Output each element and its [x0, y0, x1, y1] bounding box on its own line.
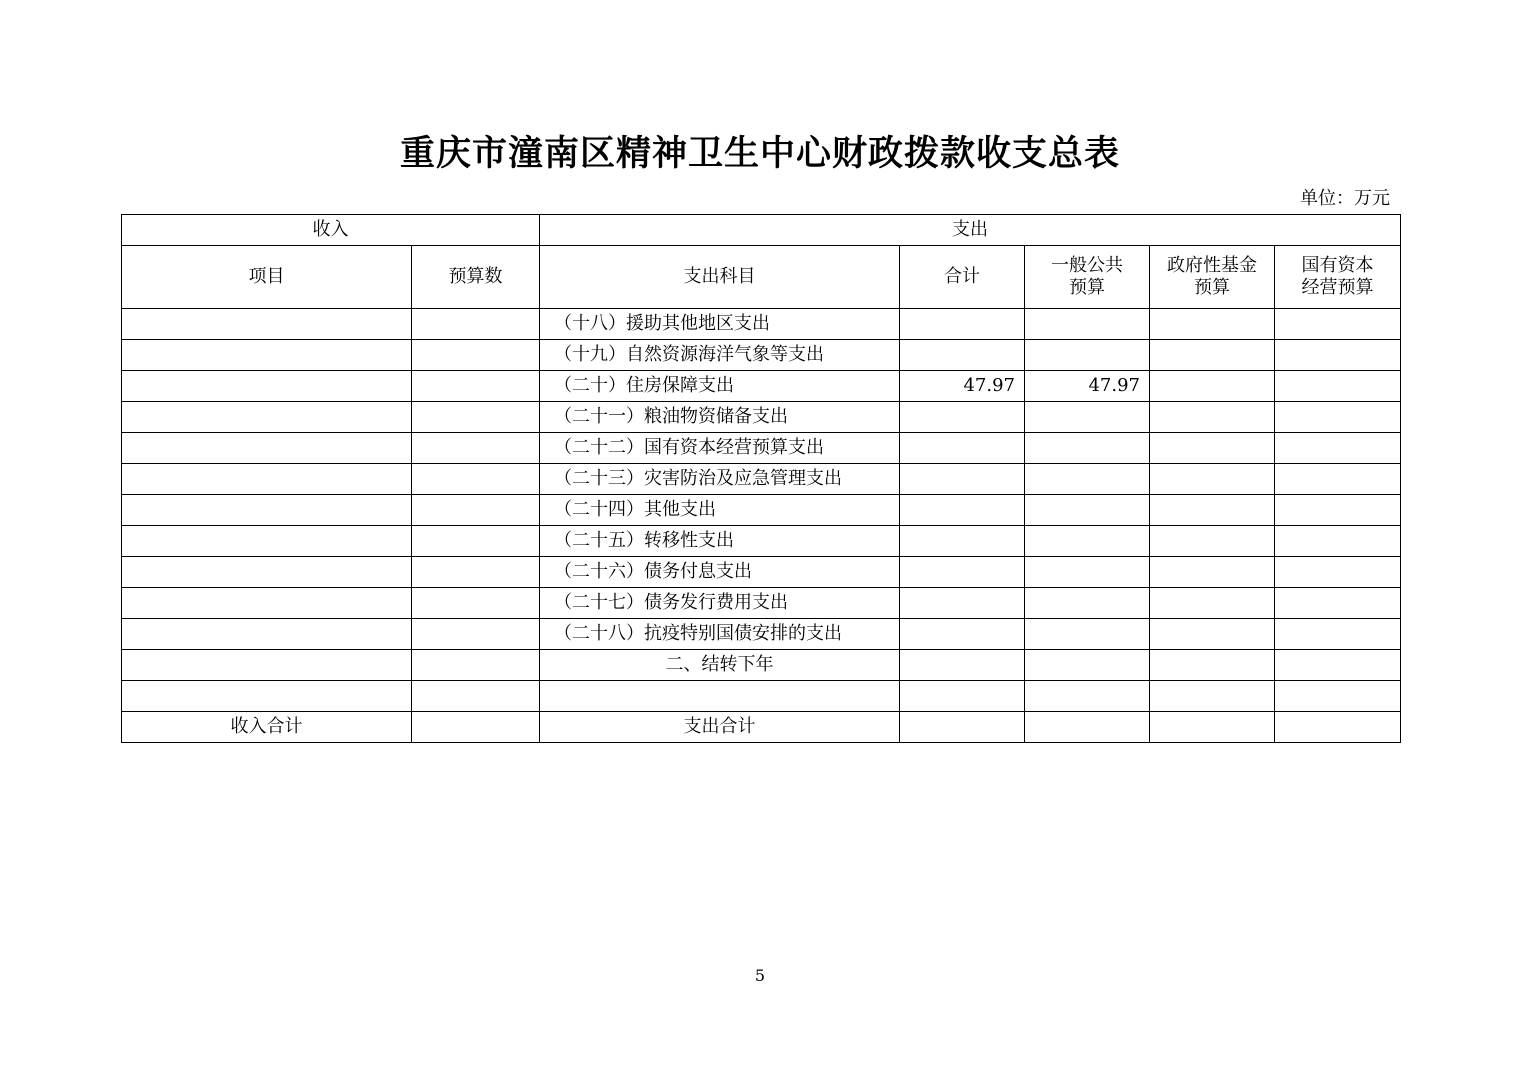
header-row-2: [122, 246, 1401, 309]
subject-cell: （二十六）债务付息支出: [540, 557, 900, 588]
general-cell: 47.97: [1025, 371, 1150, 402]
item-cell: [122, 495, 412, 526]
general-cell: [1025, 681, 1150, 712]
budget-cell: [412, 619, 540, 650]
state-capital-cell: [1275, 712, 1401, 743]
subject-cell: （二十五）转移性支出: [540, 526, 900, 557]
state-capital-header-line2: 经营预算: [1301, 277, 1374, 298]
table-row: [122, 309, 1401, 340]
total-cell: [900, 433, 1025, 464]
gov-fund-cell: [1150, 464, 1275, 495]
state-capital-cell: [1275, 433, 1401, 464]
income-total-label: 收入合计: [122, 712, 412, 743]
expense-total-label: 支出合计: [540, 712, 900, 743]
general-cell: [1025, 650, 1150, 681]
budget-cell: [412, 464, 540, 495]
carryover-row: [122, 650, 1401, 681]
subject-cell: （二十七）债务发行费用支出: [540, 588, 900, 619]
general-cell: [1025, 588, 1150, 619]
state-capital-cell: [1275, 681, 1401, 712]
budget-cell: [412, 557, 540, 588]
gov-fund-cell: [1150, 309, 1275, 340]
budget-cell: [412, 712, 540, 743]
state-capital-cell: [1275, 526, 1401, 557]
state-capital-cell: [1275, 340, 1401, 371]
budget-header: 预算数: [412, 246, 540, 309]
table-row: [122, 526, 1401, 557]
totals-row: [122, 712, 1401, 743]
item-cell: [122, 681, 412, 712]
item-cell: [122, 309, 412, 340]
state-capital-cell: [1275, 557, 1401, 588]
subject-cell: （二十四）其他支出: [540, 495, 900, 526]
gov-fund-header: [1150, 246, 1275, 309]
header-row-1: [122, 215, 1401, 246]
total-cell: [900, 681, 1025, 712]
general-cell: [1025, 619, 1150, 650]
state-capital-cell: [1275, 464, 1401, 495]
item-cell: [122, 433, 412, 464]
total-cell: [900, 495, 1025, 526]
gov-fund-header-line2: 预算: [1194, 277, 1230, 298]
table-row: [122, 588, 1401, 619]
budget-cell: [412, 495, 540, 526]
table-row: [122, 340, 1401, 371]
table-row: [122, 433, 1401, 464]
item-cell: [122, 619, 412, 650]
item-cell: [122, 464, 412, 495]
gov-fund-cell: [1150, 371, 1275, 402]
item-cell: [122, 557, 412, 588]
page-title: 重庆市潼南区精神卫生中心财政拨款收支总表: [399, 133, 1120, 174]
general-cell: [1025, 309, 1150, 340]
gov-fund-cell: [1150, 340, 1275, 371]
table-row: [122, 495, 1401, 526]
state-capital-cell: [1275, 309, 1401, 340]
total-header: 合计: [900, 246, 1025, 309]
total-cell: [900, 464, 1025, 495]
state-capital-cell: [1275, 495, 1401, 526]
state-capital-cell: [1275, 619, 1401, 650]
gov-fund-cell: [1150, 402, 1275, 433]
general-public-header-line2: 预算: [1069, 277, 1105, 298]
gov-fund-cell: [1150, 557, 1275, 588]
table-row: [122, 464, 1401, 495]
state-capital-cell: [1275, 402, 1401, 433]
gov-fund-cell: [1150, 526, 1275, 557]
budget-cell: [412, 309, 540, 340]
table-row: [122, 402, 1401, 433]
subject-cell: （二十二）国有资本经营预算支出: [540, 433, 900, 464]
subject-cell: （十八）援助其他地区支出: [540, 309, 900, 340]
item-cell: [122, 402, 412, 433]
budget-table: [121, 214, 1401, 743]
budget-cell: [412, 433, 540, 464]
budget-cell: [412, 650, 540, 681]
item-cell: [122, 371, 412, 402]
budget-cell: [412, 588, 540, 619]
subject-header: 支出科目: [540, 246, 900, 309]
general-cell: [1025, 712, 1150, 743]
item-header: 项目: [122, 246, 412, 309]
general-cell: [1025, 402, 1150, 433]
item-cell: [122, 650, 412, 681]
income-header: 收入: [122, 215, 540, 246]
budget-cell: [412, 371, 540, 402]
expense-header: 支出: [540, 215, 1401, 246]
page-number: 5: [754, 966, 766, 985]
general-cell: [1025, 464, 1150, 495]
carryover-label: 二、结转下年: [540, 650, 900, 681]
subject-cell: （二十一）粮油物资储备支出: [540, 402, 900, 433]
total-cell: [900, 402, 1025, 433]
total-cell: [900, 650, 1025, 681]
subject-cell: （二十）住房保障支出: [540, 371, 900, 402]
general-public-header: [1025, 246, 1150, 309]
general-cell: [1025, 433, 1150, 464]
subject-cell: （十九）自然资源海洋气象等支出: [540, 340, 900, 371]
item-cell: [122, 340, 412, 371]
table-row: [122, 557, 1401, 588]
total-cell: [900, 526, 1025, 557]
general-cell: [1025, 557, 1150, 588]
gov-fund-cell: [1150, 681, 1275, 712]
item-cell: [122, 526, 412, 557]
unit-label: 单位：万元: [1300, 188, 1390, 209]
gov-fund-header-line1: 政府性基金: [1167, 255, 1257, 276]
table-row: [122, 619, 1401, 650]
state-capital-cell: [1275, 650, 1401, 681]
state-capital-cell: [1275, 371, 1401, 402]
state-capital-cell: [1275, 588, 1401, 619]
total-cell: 47.97: [900, 371, 1025, 402]
budget-cell: [412, 402, 540, 433]
budget-cell: [412, 526, 540, 557]
gov-fund-cell: [1150, 619, 1275, 650]
total-cell: [900, 619, 1025, 650]
subject-cell: （二十八）抗疫特别国债安排的支出: [540, 619, 900, 650]
total-cell: [900, 309, 1025, 340]
subject-cell: （二十三）灾害防治及应急管理支出: [540, 464, 900, 495]
state-capital-header: [1275, 246, 1401, 309]
total-cell: [900, 557, 1025, 588]
subject-cell: [540, 681, 900, 712]
general-cell: [1025, 340, 1150, 371]
state-capital-header-line1: 国有资本: [1301, 255, 1374, 276]
budget-cell: [412, 340, 540, 371]
gov-fund-cell: [1150, 588, 1275, 619]
table-row: [122, 371, 1401, 402]
general-cell: [1025, 495, 1150, 526]
general-public-header-line1: 一般公共: [1051, 255, 1123, 276]
general-cell: [1025, 526, 1150, 557]
total-cell: [900, 340, 1025, 371]
item-cell: [122, 588, 412, 619]
budget-cell: [412, 681, 540, 712]
gov-fund-cell: [1150, 495, 1275, 526]
gov-fund-cell: [1150, 433, 1275, 464]
total-cell: [900, 588, 1025, 619]
total-cell: [900, 712, 1025, 743]
empty-row: [122, 681, 1401, 712]
gov-fund-cell: [1150, 712, 1275, 743]
gov-fund-cell: [1150, 650, 1275, 681]
